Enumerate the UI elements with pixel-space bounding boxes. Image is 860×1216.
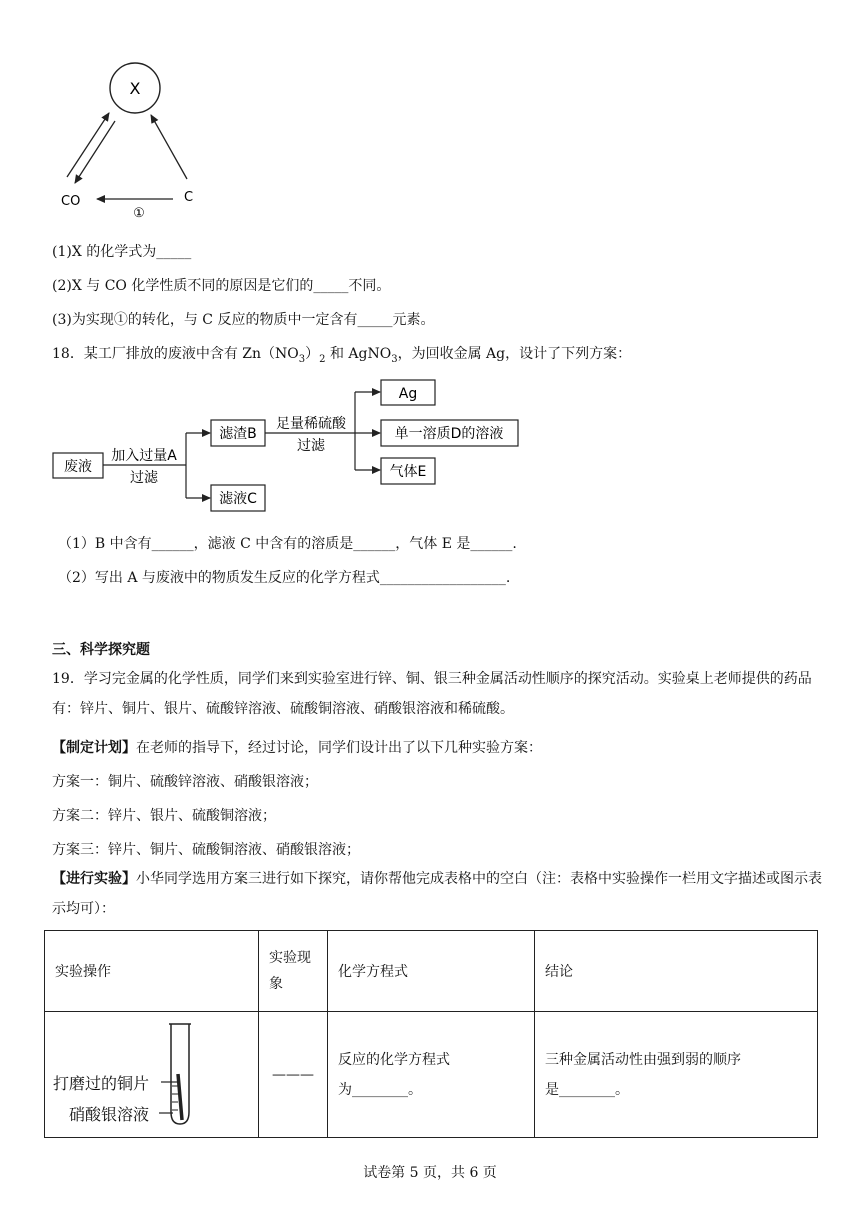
recovery-flowchart (50, 374, 530, 519)
arrow-label-1: ① (133, 206, 145, 221)
node-c-label: C (184, 190, 194, 205)
node-x-label: X (129, 79, 141, 98)
box-residue-b-label: 滤渣B (219, 426, 257, 442)
step2-bottom-label: 过滤 (297, 438, 325, 454)
header-phenomenon: 实验现象 (259, 931, 328, 1012)
header-equation: 化学方程式 (328, 931, 535, 1012)
label-copper-strip: 打磨过的铜片 (53, 1074, 150, 1093)
table-header-row (45, 931, 818, 1012)
plan-tag: 【制定计划】 (52, 740, 136, 756)
q19-experiment (52, 864, 822, 924)
experiment-table (44, 930, 818, 1138)
copper-strip (178, 1074, 182, 1120)
conclusion-line-a: 三种金属活动性由强到弱的顺序 (545, 1051, 741, 1068)
equation-line-b: 为________。 (338, 1081, 422, 1098)
q19-scheme1: 方案一：铜片、硫酸锌溶液、硝酸银溶液； (52, 774, 318, 790)
exp-tag: 【进行实验】 (52, 871, 136, 887)
page-footer: 试卷第 5 页，共 6 页 (363, 1165, 497, 1181)
q19-scheme3: 方案三：锌片、铜片、硫酸铜溶液、硝酸银溶液； (52, 842, 360, 858)
box-solution-d-label: 单一溶质D的溶液 (394, 426, 504, 442)
conclusion-line-b: 是________。 (545, 1081, 629, 1098)
q17-part2: (2)X 与 CO 化学性质不同的原因是它们的_____不同。 (52, 278, 391, 294)
q18-part2: （2）写出 A 与废液中的物质发生反应的化学方程式__________________. (58, 570, 511, 586)
equation-line-a: 反应的化学方程式 (338, 1051, 450, 1068)
step2-top-label: 足量稀硫酸 (276, 416, 346, 432)
header-operation: 实验操作 (45, 931, 259, 1012)
step1-top-label: 加入过量A (111, 448, 177, 464)
arrow-x-to-co (75, 121, 115, 183)
conclusion-cell (535, 1012, 818, 1138)
q19-stem: 19．学习完金属的化学性质，同学们来到实验室进行锌、铜、银三种金属活动性顺序的探究活动。实验桌上老师提供的药品有：锌片、铜片、银片、硫酸锌溶液、硫酸铜溶液、硝酸银溶液和稀硫酸。 (52, 671, 812, 717)
conversion-diagram (55, 55, 215, 225)
q19-scheme2: 方案二：锌片、银片、硫酸铜溶液； (52, 808, 276, 824)
table-row (45, 1012, 818, 1138)
section-heading: 三、科学探究题 (52, 642, 150, 658)
box-gas-e-label: 气体E (389, 464, 427, 480)
q18-stem: 18．某工厂排放的废液中含有 $Zn(NO_3)_2$ 和 AgNO$_3$，为回收金属 Ag，设计了下列方案： (52, 346, 632, 365)
arrow-c-to-x (151, 115, 187, 179)
q17-part3: (3)为实现①的转化，与 C 反应的物质中一定含有_____元素。 (52, 312, 435, 328)
phenomenon-cell: ——— (259, 1012, 328, 1138)
step1-bottom-label: 过滤 (130, 470, 158, 486)
q17-part1: (1)X 的化学式为_____ (52, 244, 192, 260)
label-silver-nitrate: 硝酸银溶液 (69, 1105, 150, 1124)
box-ag-label: Ag (398, 386, 418, 402)
box-waste-label: 废液 (64, 459, 92, 475)
operation-cell (45, 1012, 259, 1138)
equation-cell (328, 1012, 535, 1138)
q19-plan (52, 738, 542, 758)
node-co-label: CO (61, 194, 81, 209)
q18-part1: （1）B 中含有______，滤液 C 中含有的溶质是______，气体 E 是______. (58, 536, 517, 552)
exp-text: 小华同学选用方案三进行如下探究，请你帮他完成表格中的空白（注：表格中实验操作一栏用文字描述或图示表示均可）： (52, 871, 822, 917)
box-filtrate-c-label: 滤液C (219, 491, 257, 507)
arrow-co-to-x (67, 113, 109, 177)
liquid-level-ticks (172, 1086, 178, 1110)
header-conclusion: 结论 (535, 931, 818, 1012)
plan-text: 在老师的指导下，经过讨论，同学们设计出了以下几种实验方案： (136, 740, 542, 756)
